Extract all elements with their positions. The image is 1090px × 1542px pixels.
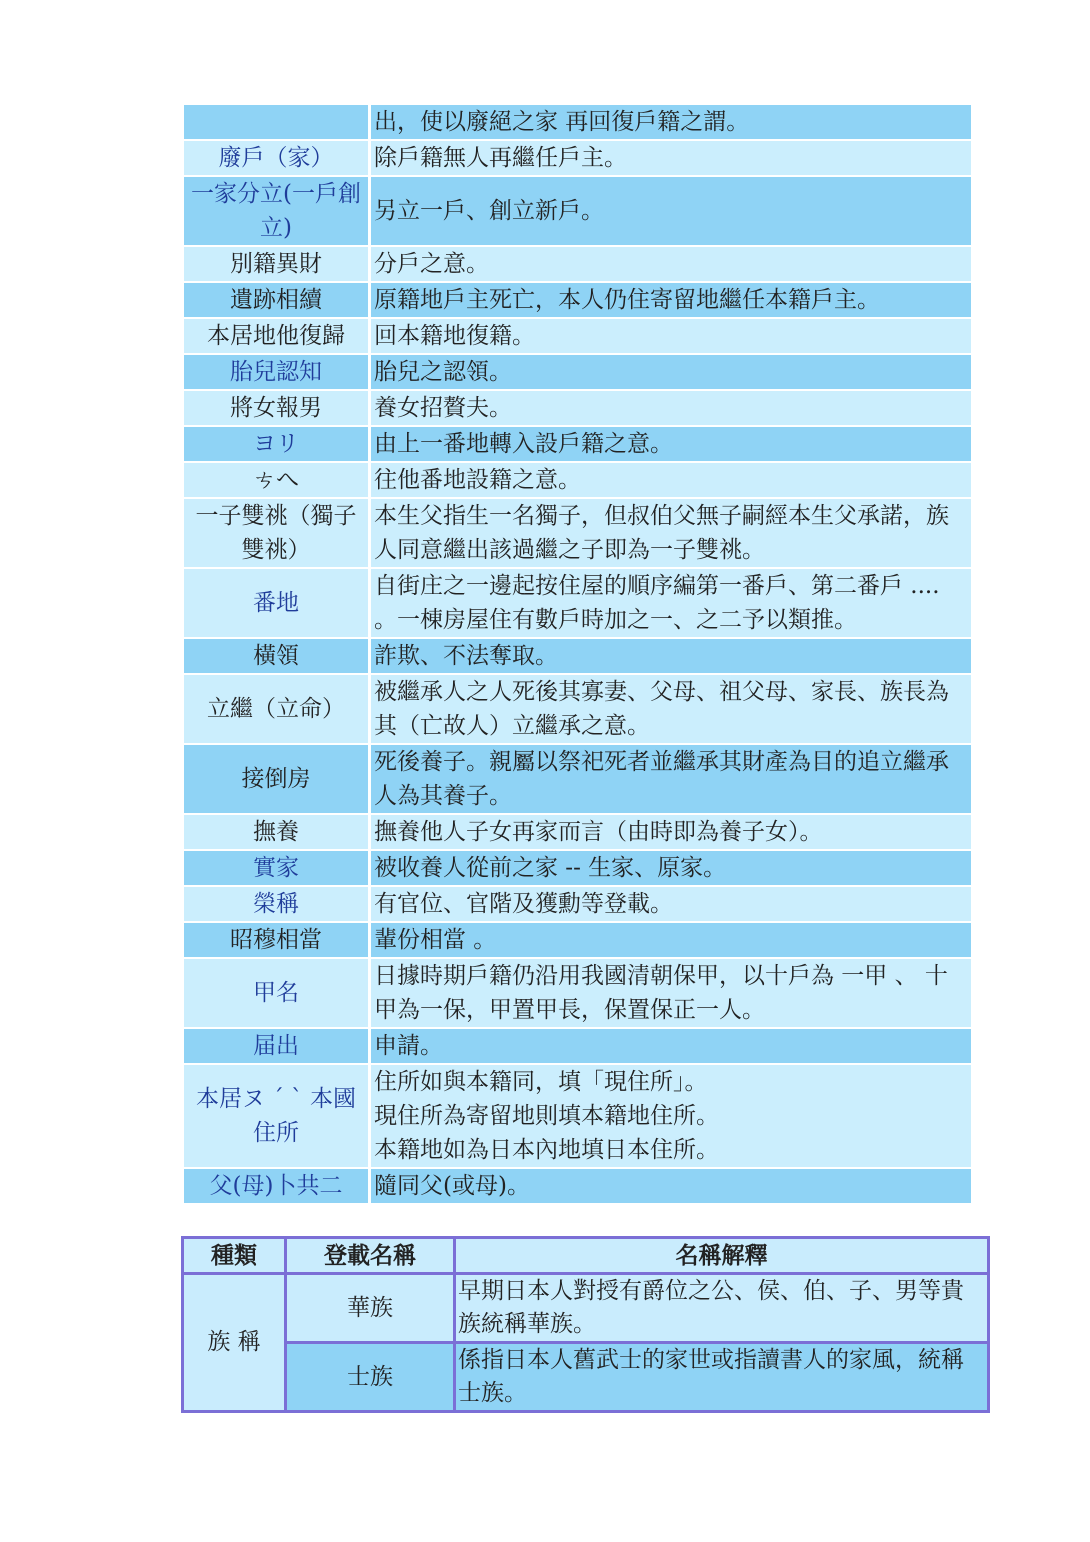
glossary-definition: 往他番地設籍之意。 xyxy=(371,463,971,499)
glossary-term: 將女報男 xyxy=(184,391,371,427)
glossary-row xyxy=(184,463,971,499)
glossary-term: 本居ヌ ˊ ˋ 本國住所 xyxy=(184,1065,371,1169)
glossary-term: 別籍異財 xyxy=(184,247,371,283)
glossary-definition: 隨同父(或母)。 xyxy=(371,1169,971,1205)
glossary-term: 番地 xyxy=(184,569,371,639)
glossary-table xyxy=(184,105,971,1205)
glossary-term: 本居地他復歸 xyxy=(184,319,371,355)
glossary-definition: 日據時期戶籍仍沿用我國清朝保甲，以十戶為 一甲 、 十甲為一保，甲置甲長，保置保正一人。 xyxy=(371,959,971,1029)
glossary-term: 届出 xyxy=(184,1029,371,1065)
glossary-row xyxy=(184,499,971,569)
glossary-term xyxy=(184,105,371,141)
glossary-row xyxy=(184,105,971,141)
glossary-row xyxy=(184,959,971,1029)
glossary-definition: 自街庄之一邊起按住屋的順序編第一番戶、第二番戶 .... 。一棟房屋住有數戶時加之一、之二予以類推。 xyxy=(371,569,971,639)
glossary-term: 父(母)卜共二 xyxy=(184,1169,371,1205)
glossary-definition: 死後養子。親屬以祭祀死者並繼承其財產為目的追立繼承人為其養子。 xyxy=(371,745,971,815)
glossary-definition: 分戶之意。 xyxy=(371,247,971,283)
glossary-row xyxy=(184,427,971,463)
glossary-term: 橫領 xyxy=(184,639,371,675)
glossary-term: 胎兒認知 xyxy=(184,355,371,391)
peerage-row xyxy=(183,1274,989,1343)
glossary-row xyxy=(184,923,971,959)
glossary-term: 接倒房 xyxy=(184,745,371,815)
glossary-definition: 養女招贅夫。 xyxy=(371,391,971,427)
glossary-row xyxy=(184,391,971,427)
glossary-definition: 有官位、官階及獲勳等登載。 xyxy=(371,887,971,923)
peerage-name: 士族 xyxy=(286,1343,455,1412)
glossary-definition: 輩份相當 。 xyxy=(371,923,971,959)
glossary-definition: 回本籍地復籍。 xyxy=(371,319,971,355)
glossary-row xyxy=(184,1169,971,1205)
glossary-definition: 原籍地戶主死亡，本人仍住寄留地繼任本籍戶主。 xyxy=(371,283,971,319)
glossary-row xyxy=(184,639,971,675)
glossary-definition: 另立一戶、創立新戶。 xyxy=(371,177,971,247)
glossary-row xyxy=(184,887,971,923)
glossary-term: 一家分立(一戶創立) xyxy=(184,177,371,247)
peerage-row xyxy=(183,1343,989,1412)
header-name: 登載名稱 xyxy=(286,1238,455,1274)
glossary-term: 實家 xyxy=(184,851,371,887)
glossary-term: 昭穆相當 xyxy=(184,923,371,959)
glossary-definition: 被收養人從前之家 -- 生家、原家。 xyxy=(371,851,971,887)
category-cell: 族 稱 xyxy=(183,1274,286,1412)
glossary-term: 甲名 xyxy=(184,959,371,1029)
peerage-table xyxy=(181,1236,990,1413)
peerage-explanation: 早期日本人對授有爵位之公、侯、伯、子、男等貴族統稱華族。 xyxy=(455,1274,989,1343)
glossary-term: ヨリ xyxy=(184,427,371,463)
glossary-row xyxy=(184,1065,971,1169)
glossary-definition: 本生父指生一名獨子，但叔伯父無子嗣經本生父承諾，族人同意繼出該過繼之子即為一子雙祧。 xyxy=(371,499,971,569)
glossary-row xyxy=(184,177,971,247)
glossary-row xyxy=(184,569,971,639)
glossary-term: 廢戶（家） xyxy=(184,141,371,177)
glossary-definition: 出，使以廢絕之家 再回復戶籍之謂。 xyxy=(371,105,971,141)
glossary-row xyxy=(184,851,971,887)
peerage-explanation: 係指日本人舊武士的家世或指讀書人的家風，統稱士族。 xyxy=(455,1343,989,1412)
glossary-term: 遺跡相續 xyxy=(184,283,371,319)
header-explanation: 名稱解釋 xyxy=(455,1238,989,1274)
glossary-row xyxy=(184,319,971,355)
glossary-row xyxy=(184,355,971,391)
glossary-definition: 申請。 xyxy=(371,1029,971,1065)
glossary-definition: 住所如與本籍同，填「現住所」。 現住所為寄留地則填本籍地住所。 本籍地如為日本內地填日本住所。 xyxy=(371,1065,971,1169)
glossary-row xyxy=(184,283,971,319)
glossary-row xyxy=(184,745,971,815)
glossary-row xyxy=(184,141,971,177)
glossary-row xyxy=(184,247,971,283)
glossary-term: 撫養 xyxy=(184,815,371,851)
glossary-row xyxy=(184,1029,971,1065)
glossary-term: 一子雙祧（獨子雙祧） xyxy=(184,499,371,569)
glossary-definition: 被繼承人之人死後其寡妻、父母、祖父母、家長、族長為其（亡故人）立繼承之意。 xyxy=(371,675,971,745)
header-category: 種類 xyxy=(183,1238,286,1274)
glossary-term: 榮稱 xyxy=(184,887,371,923)
glossary-definition: 詐欺、不法奪取。 xyxy=(371,639,971,675)
glossary-definition: 由上一番地轉入設戶籍之意。 xyxy=(371,427,971,463)
glossary-term: 立繼（立命） xyxy=(184,675,371,745)
glossary-row xyxy=(184,675,971,745)
glossary-definition: 胎兒之認領。 xyxy=(371,355,971,391)
glossary-definition: 除戶籍無人再繼任戶主。 xyxy=(371,141,971,177)
glossary-term: ㄘへ xyxy=(184,463,371,499)
glossary-row xyxy=(184,815,971,851)
glossary-definition: 撫養他人子女再家而言（由時即為養子女）。 xyxy=(371,815,971,851)
peerage-name: 華族 xyxy=(286,1274,455,1343)
peerage-header-row xyxy=(183,1238,989,1274)
